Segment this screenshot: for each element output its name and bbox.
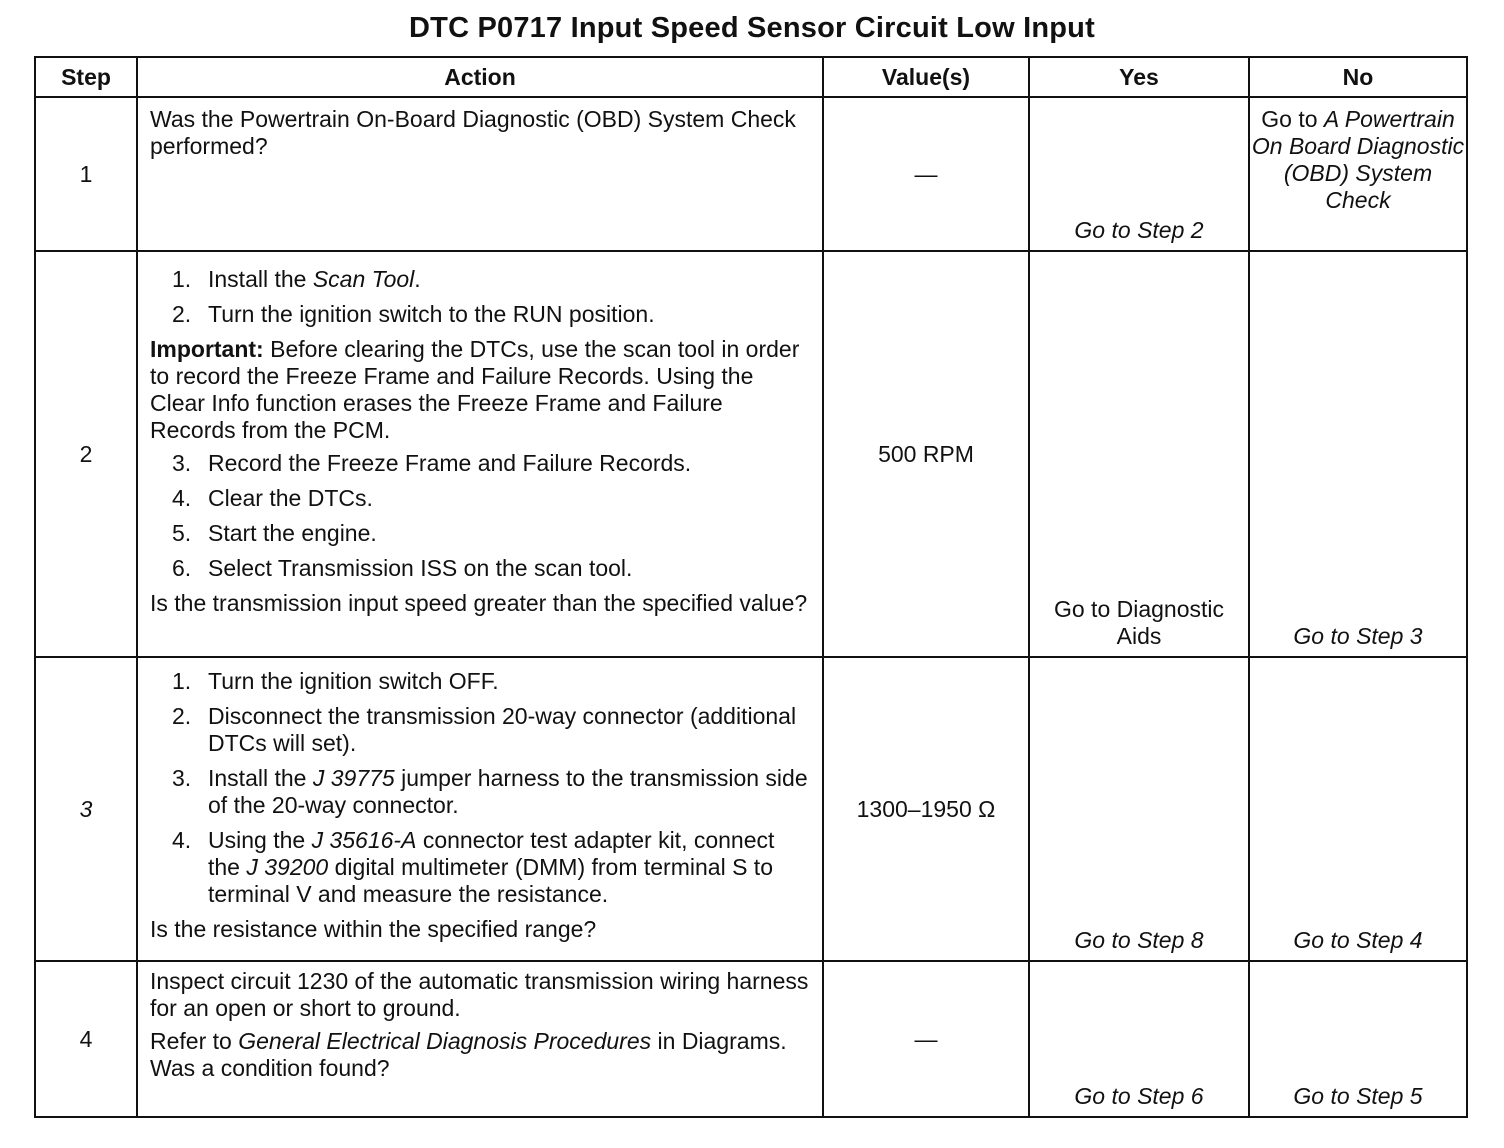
item-number: 6. bbox=[172, 555, 192, 581]
yes-cell bbox=[1029, 251, 1249, 657]
value-cell: 1300–1950 Ω bbox=[823, 657, 1029, 961]
step-number: 1 bbox=[35, 97, 137, 251]
tool-name: J 39775 bbox=[312, 765, 395, 791]
step-number: 3 bbox=[35, 657, 137, 961]
no-cell bbox=[1249, 657, 1467, 961]
yes-link[interactable]: Go to Step 6 bbox=[1074, 1083, 1204, 1109]
action-cell bbox=[137, 657, 823, 961]
item-text: Using the bbox=[208, 827, 306, 853]
list-item bbox=[150, 301, 812, 328]
important-note bbox=[150, 336, 812, 444]
item-text: in Diagrams. bbox=[657, 1028, 787, 1054]
yes-link[interactable]: Go to Step 2 bbox=[1074, 217, 1204, 243]
header-values: Value(s) bbox=[823, 57, 1029, 97]
item-text: digital multimeter (DMM) from terminal S to terminal V and measure the resistance. bbox=[208, 854, 773, 907]
header-row bbox=[35, 57, 1467, 97]
item-text: Refer to bbox=[150, 1028, 232, 1054]
item-text: Record the Freeze Frame and Failure Records. bbox=[208, 450, 692, 476]
tool-name: Scan Tool bbox=[312, 266, 415, 292]
step-list bbox=[150, 266, 812, 328]
item-text: Install the bbox=[208, 765, 307, 791]
value-cell: — bbox=[823, 97, 1029, 251]
item-text: Install the bbox=[208, 266, 307, 292]
yes-cell bbox=[1029, 657, 1249, 961]
no-link[interactable]: Go to Step 3 bbox=[1293, 623, 1423, 649]
question-text: Is the transmission input speed greater than the specified value? bbox=[150, 590, 808, 616]
item-text: jumper harness to the transmission side of the 20-way connector. bbox=[208, 765, 808, 818]
item-number: 2. bbox=[172, 703, 192, 729]
list-item bbox=[150, 266, 812, 293]
action-text: Was the Powertrain On-Board Diagnostic (OBD) System Check performed? bbox=[150, 106, 796, 159]
list-item bbox=[150, 450, 812, 477]
yes-cell bbox=[1029, 97, 1249, 251]
item-text: Turn the ignition switch to the RUN position. bbox=[208, 301, 655, 327]
page-title: DTC P0717 Input Speed Sensor Circuit Low Input bbox=[409, 12, 1095, 44]
no-cell bbox=[1249, 961, 1467, 1117]
reference-text bbox=[150, 1028, 812, 1055]
action-text: Inspect circuit 1230 of the automatic transmission wiring harness for an open or short to ground. bbox=[150, 968, 809, 1021]
item-number: 4. bbox=[172, 485, 192, 511]
step-number: 2 bbox=[35, 251, 137, 657]
tool-name: J 35616-A bbox=[311, 827, 417, 853]
question-text: Is the resistance within the specified range? bbox=[150, 916, 597, 942]
no-link[interactable]: A Powertrain On Board Diagnostic (OBD) System Check bbox=[1251, 106, 1465, 213]
header-no: No bbox=[1249, 57, 1467, 97]
item-text: connector test adapter kit, connect the bbox=[208, 827, 775, 880]
step-list bbox=[150, 450, 812, 582]
no-prefix: Go to bbox=[1261, 106, 1318, 132]
item-number: 4. bbox=[172, 827, 192, 853]
table-row bbox=[35, 657, 1467, 961]
yes-link[interactable]: Go to Step 8 bbox=[1074, 927, 1204, 953]
list-item bbox=[150, 520, 812, 547]
no-cell bbox=[1249, 251, 1467, 657]
table-row bbox=[35, 97, 1467, 251]
item-number: 3. bbox=[172, 450, 192, 476]
item-text: Select Transmission ISS on the scan tool. bbox=[208, 555, 633, 581]
item-number: 3. bbox=[172, 765, 192, 791]
item-text: Turn the ignition switch OFF. bbox=[208, 668, 499, 694]
action-cell bbox=[137, 97, 823, 251]
list-item bbox=[150, 668, 812, 695]
table-row bbox=[35, 961, 1467, 1117]
list-item bbox=[150, 485, 812, 512]
no-link[interactable]: Go to Step 4 bbox=[1293, 927, 1423, 953]
list-item bbox=[150, 827, 812, 908]
no-link[interactable]: Go to Step 5 bbox=[1293, 1083, 1423, 1109]
diagnostic-table bbox=[34, 56, 1468, 1118]
item-number: 1. bbox=[172, 668, 192, 694]
list-item bbox=[150, 555, 812, 582]
important-text: Before clearing the DTCs, use the scan tool in order to record the Freeze Frame and Failure Records. Using the Clear Info function erases the Freeze Frame and Failure Records from the PCM. bbox=[150, 336, 800, 443]
yes-link[interactable]: Go to Diagnostic Aids bbox=[1053, 596, 1225, 649]
item-number: 1. bbox=[172, 266, 192, 292]
item-number: 5. bbox=[172, 520, 192, 546]
value-cell: — bbox=[823, 961, 1029, 1117]
header-step: Step bbox=[35, 57, 137, 97]
no-cell bbox=[1249, 97, 1467, 251]
value-cell: 500 RPM bbox=[823, 251, 1029, 657]
question-text: Was a condition found? bbox=[150, 1055, 390, 1081]
item-text: . bbox=[414, 266, 421, 292]
reference-link[interactable]: General Electrical Diagnosis Procedures bbox=[238, 1028, 652, 1054]
step-number: 4 bbox=[35, 961, 137, 1117]
header-action: Action bbox=[137, 57, 823, 97]
action-cell bbox=[137, 961, 823, 1117]
yes-cell bbox=[1029, 961, 1249, 1117]
item-text: Start the engine. bbox=[208, 520, 377, 546]
action-cell bbox=[137, 251, 823, 657]
list-item bbox=[150, 765, 812, 819]
item-text: Clear the DTCs. bbox=[208, 485, 373, 511]
step-list bbox=[150, 668, 812, 908]
important-label: Important: bbox=[150, 336, 264, 362]
table-row bbox=[35, 251, 1467, 657]
list-item bbox=[150, 703, 812, 757]
header-yes: Yes bbox=[1029, 57, 1249, 97]
tool-name: J 39200 bbox=[246, 854, 329, 880]
item-number: 2. bbox=[172, 301, 192, 327]
item-text: Disconnect the transmission 20-way connector (additional DTCs will set). bbox=[208, 703, 797, 756]
